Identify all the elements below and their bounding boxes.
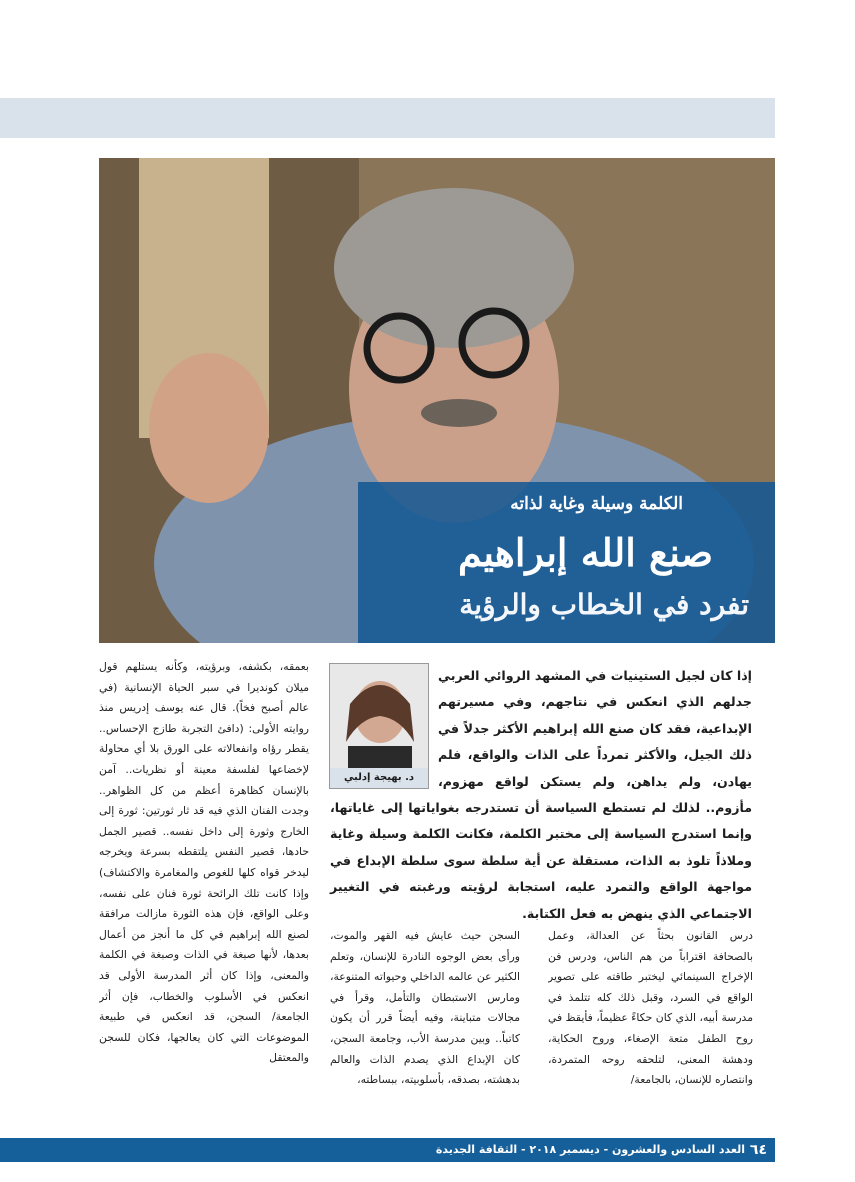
title-main: صنع الله إبراهيم <box>458 530 713 575</box>
title-sub: تفرد في الخطاب والرؤية <box>459 588 749 621</box>
footer <box>0 1138 775 1162</box>
title-box <box>358 482 775 643</box>
page-number: ٦٤ <box>749 1142 767 1158</box>
column-left: بعمقه، بكشفه، وبرؤيته، وكأنه يستلهم قول ميلان كونديرا في سبر الحياة الإنسانية (في عالم أصبح فخاً). قال عنه يوسف إدريس منذ روايته الأولى: (دافئ التجربة طازج الإحساس.. يقطر رؤاه وانفعالاته على الورق بلا أي محاولة لإخضاعها لفلسفة معينة أو نظريات.. آمن بالإنسان كظاهرة أعظم من كل الظواهر.. وجدت الفنان الذي فيه قد ثار ثورتين: ثورة إلى الخارج وثورة إلى داخل نفسه.. قصير الجمل حادها، قصير النفس يلتقطه بسرعة ويخرجه ليدخر قواه كلها للغوص والمغامرة والاكتشاف) وإذا كانت تلك الرائحة ثورة فنان على نفسه، وعلى الواقع، فإن هذه الثورة مازالت مرافقة لصنع الله إبراهيم في كل ما أنجز من أعمال بعدها، لأنها صبغة في الذات وصبغة في الكلمة والمعنى، وإذا كان أثر المدرسة الأولى قد انعكس في الأسلوب والخطاب، فإن أثر الجامعة/ السجن، قد انعكس في طبيعة الموضوعات التي كان يعالجها، فكان للسجن والمعتقل <box>99 660 309 1065</box>
lead-text: إذا كان لجيل الستينيات في المشهد الروائي العربي جدلهم الذي انعكس في نتاجهم، وفي مسيرتهم الإبداعية، فقد كان صنع الله إبراهيم الأكثر جدلاً في ذلك الجيل، والأكثر تمرداً على الذات والواقع، فلم يهادن، ولم يداهن، ولم يستكن لواقع مهزوم، مأزوم.. لذلك لم تستطع السياسة أن تستدرجه بغواياتها إلى غاياتها، وإنما استدرج السياسة إلى مختبر الكلمة، فكانت الكلمة وسيلة وغاية وملاذاً تلوذ به الذات، مستقلة عن أية سلطة سوى سلطة الإبداع في مواجهة الواقع والتمرد عليه، استجابة لرؤيته ورغبته في التغيير الاجتماعي الذي ينهض به فعل الكتابة. <box>330 668 752 921</box>
column-right: درس القانون بحثاً عن العدالة، وعمل بالصحافة اقتراباً من هم الناس، ودرس فن الإخراج السينمائي ليختبر طاقته على تصوير الواقع في السرد، وقبل ذلك كله تتلمذ في مدرسة أبيه، الذي كان حكاءً عظيماً، فأيقظ في روح الطفل متعة الإصغاء، وروح الحكاية، ودهشة المعنى، لتلحقه روحه المتمردة، وانتصاره للإنسان، بالجامعة/ <box>548 929 753 1087</box>
author-portrait <box>329 663 429 789</box>
issue-label: العدد السادس والعشرون - ديسمبر ٢٠١٨ - الثقافة الجديدة <box>435 1143 745 1156</box>
author-caption: د. بهيجة إدلبي <box>330 768 428 788</box>
author-portrait-image <box>330 664 428 768</box>
top-band <box>0 98 775 138</box>
title-kicker: الكلمة وسيلة وغاية لذاته <box>510 494 683 514</box>
column-middle: السجن حيث عايش فيه القهر والموت، ورأى بعض الوجوه النادرة للإنسان، وتعلم الكثير عن عالمه الداخلي وحيواته المتنوعة، ومارس الاستبطان والتأمل، وقرأ في مجالات متباينة، وفيه أيضاً قرر أن يكون كاتباً.. وبين مدرسة الأب، وجامعة السجن، كان الإبداع الذي يصدم الذات والعالم بدهشته، بصدقه، بأسلوبيته، ببساطته، <box>330 929 520 1087</box>
